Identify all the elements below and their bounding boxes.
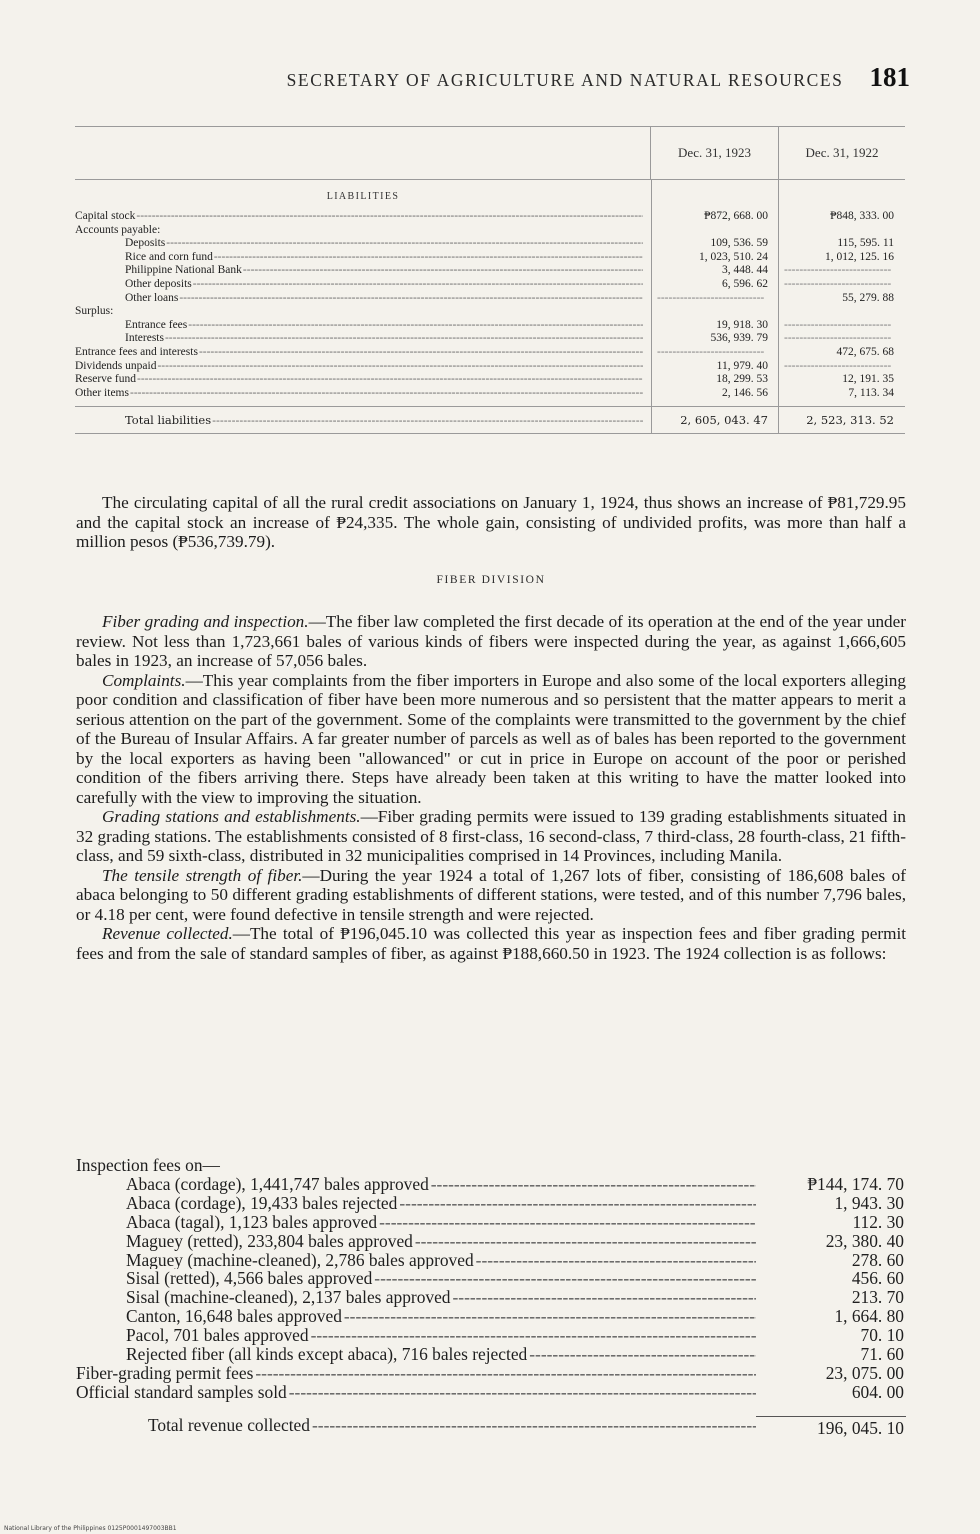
revenue-label-text: Canton, 16,648 bales approved: [126, 1307, 342, 1327]
leader-dots: [178, 292, 643, 306]
list-item: [76, 1156, 906, 1175]
revenue-label: [76, 1251, 756, 1270]
row-label: [75, 251, 651, 265]
revenue-label-text: Abaca (cordage), 19,433 bales rejected: [126, 1193, 398, 1213]
leader-dots: [165, 237, 643, 251]
row-label-text: Accounts payable:: [75, 223, 161, 236]
leader-dots: [527, 1345, 756, 1364]
circulating-capital-paragraph: [76, 493, 906, 552]
row-label: [75, 292, 651, 306]
leader-dots: [129, 387, 643, 401]
cell-1922: [778, 319, 904, 333]
cell-1923: 11, 979. 40: [716, 359, 768, 372]
leader-dots: ----------------------------------------------------------------------------------------------------- -----: [211, 414, 643, 428]
table-row: [75, 278, 905, 292]
list-item: [76, 1213, 906, 1232]
cell-1922: 115, 595. 11: [837, 237, 894, 250]
revenue-label: [76, 1364, 756, 1383]
paragraph-title: Revenue collected.: [102, 924, 233, 943]
row-label-text: Total liabilities: [125, 413, 212, 427]
row-label-text: Other deposits: [125, 277, 192, 290]
revenue-label: [76, 1213, 756, 1232]
leader-dots: [377, 1213, 756, 1232]
leader-dots: [413, 1232, 756, 1251]
revenue-label-text: Maguey (retted), 233,804 bales approved: [126, 1231, 413, 1251]
list-item: [76, 1194, 906, 1213]
total-liabilities-row: [75, 406, 905, 434]
table-row: [75, 224, 905, 238]
row-label: [75, 237, 651, 251]
list-item: [76, 1326, 906, 1345]
cell-1923: 1, 023, 510. 24: [699, 250, 768, 263]
table-row: [75, 332, 905, 346]
cell-1922: 7, 113. 34: [848, 386, 894, 399]
paragraph-stations: [76, 807, 906, 866]
row-label: [75, 210, 651, 224]
row-label: [75, 332, 651, 346]
column-header-1923: Dec. 31, 1923: [650, 127, 778, 179]
table-row: [75, 319, 905, 333]
paragraph-revenue: [76, 924, 906, 963]
table-row: [75, 251, 905, 265]
revenue-label-text: Rejected fiber (all kinds except abaca), 716 bales rejected: [126, 1345, 528, 1364]
table-row: [75, 387, 905, 401]
paragraph-text: —Fiber grading permits were issued to 139 grading establishments situated in 32 grading stations. The establishments consisted of 8 first-class, 16 second-class, 7 third-class, 28 fourth-class, 21 fifth-class, and 59 sixth-class, distributed in 32 municipalities comprised in 14 Provinces, including Manila.: [76, 807, 906, 865]
list-item: [76, 1307, 906, 1326]
revenue-label-text: Abaca (cordage), 1,441,747 bales approved: [126, 1174, 429, 1194]
leader-dots: [213, 251, 643, 265]
revenue-label-text: Total revenue collected: [148, 1415, 310, 1435]
cell-1923: 109, 536. 59: [710, 237, 768, 250]
section-heading-liabilities: LIABILITIES: [326, 191, 400, 203]
leader-dots: [429, 1175, 756, 1194]
paragraph-grading: [76, 612, 906, 671]
revenue-label: [76, 1307, 756, 1326]
revenue-amount: 1, 943. 30: [834, 1192, 904, 1213]
leader-dots: [287, 1383, 756, 1402]
cell-1922: 55, 279. 88: [842, 291, 894, 304]
row-label: [75, 305, 651, 319]
revenue-label-text: Maguey (machine-cleaned), 2,786 bales approved: [126, 1250, 474, 1270]
table-row: [75, 346, 905, 360]
cell-1923: 19, 918. 30: [716, 318, 768, 331]
leader-dots: [342, 1307, 756, 1326]
paragraph-text: —The total of ₱196,045.10 was collected this year as inspection fees and fiber grading permit fees and from the sale of standard samples of fiber, as against ₱188,660.50 in 1923. The 1924 collection is as follows:: [76, 924, 906, 963]
fiber-division-body: [76, 612, 906, 963]
list-item: [76, 1175, 906, 1194]
list-item: [76, 1345, 906, 1364]
paragraph-text: —During the year 1924 a total of 1,267 lots of fiber, consisting of 186,608 bales of abaca belonging to 50 different grading establishments of different stations, were tested, and of this number 7,796 bales, or 4.18 per cent, were found defective in tensile strength and were rejected.: [76, 865, 906, 924]
paragraph-title: The tensile strength of fiber.: [102, 865, 303, 885]
cell-1923: 536, 939. 79: [710, 332, 768, 345]
table-row: [75, 360, 905, 374]
cell-1922: 472, 675. 68: [836, 345, 894, 358]
paragraph-tensile: [76, 866, 906, 925]
revenue-total-amount: 196, 045. 10: [756, 1416, 906, 1438]
cell-1922: [778, 278, 904, 292]
cell-1922: 2, 523, 313. 52: [806, 412, 894, 427]
table-row: [75, 305, 905, 319]
list-item: [76, 1288, 906, 1307]
paragraph-title: Fiber grading and inspection.: [102, 612, 309, 631]
revenue-amount: 1, 664. 80: [834, 1306, 904, 1327]
row-label: [75, 319, 651, 333]
leader-dots: [136, 373, 643, 387]
leader-dots: [451, 1288, 756, 1307]
revenue-amount: [756, 1156, 906, 1175]
paragraph-complaints: [76, 671, 906, 808]
cell-1922: [778, 264, 904, 278]
cell-1923: 3, 448. 44: [722, 264, 768, 277]
leader-dots: [474, 1251, 756, 1270]
revenue-label-text: Fiber-grading permit fees: [76, 1363, 254, 1383]
list-item: [76, 1383, 906, 1402]
leader-dots: [187, 319, 643, 333]
row-label: [75, 360, 651, 374]
list-item: [76, 1232, 906, 1251]
revenue-label-text: Sisal (retted), 4,566 bales approved: [126, 1269, 373, 1289]
row-label-text: Dividends unpaid: [75, 359, 157, 372]
column-header-1922: Dec. 31, 1922: [778, 127, 905, 179]
cell-1922: 12, 191. 35: [842, 373, 894, 386]
cell-1923: [651, 224, 778, 238]
paragraph-text: —This year complaints from the fiber importers in Europe and also some of the local exporters alleging poor condition and classification of fiber have been more numerous and so persistent that the matter appears to merit a serious attention on the part of the government. Some of the complaints were transmitted to the government by the chief of the Bureau of Insular Affairs. A far greater number of parcels as well as of bales has been reported to the government by the local exporters as having been "allowanced" or cut in price in Europe on account of the poor or perished condition of the fibers arriving there. Steps have already been taken at this writing to have the matter looked into carefully with the view to improving the situation.: [76, 670, 906, 807]
table-row: [75, 264, 905, 278]
revenue-amount: 71. 60: [860, 1344, 904, 1365]
leader-dots: [198, 346, 643, 360]
table-row: [75, 292, 905, 306]
running-header: [110, 62, 910, 102]
leader-dots: [397, 1194, 756, 1213]
leader-dots: [192, 278, 643, 292]
revenue-list: [76, 1156, 906, 1438]
revenue-label-text: Inspection fees on—: [76, 1156, 220, 1175]
row-label-text: Reserve fund: [75, 373, 136, 386]
row-label: [75, 264, 651, 278]
cell-1922: [778, 224, 904, 238]
table-row: [75, 210, 905, 224]
leader-dots: [242, 264, 643, 278]
row-label-text: Philippine National Bank: [125, 264, 242, 277]
leader-dots: [372, 1269, 756, 1288]
leader-dots: [156, 360, 643, 374]
liabilities-table: [75, 126, 905, 434]
revenue-label: [76, 1288, 756, 1307]
revenue-label: [76, 1194, 756, 1213]
cell-1922: [778, 332, 904, 346]
fiber-division-heading: FIBER DIVISION: [436, 574, 546, 586]
revenue-label: [76, 1175, 756, 1194]
row-label-text: Deposits: [125, 237, 166, 250]
revenue-amount: 456. 60: [851, 1268, 904, 1289]
list-item: [76, 1251, 906, 1270]
revenue-amount: 70. 10: [860, 1325, 904, 1346]
leader-dots: [309, 1326, 756, 1345]
revenue-amount: 604. 00: [851, 1381, 904, 1402]
total-revenue-row: [76, 1416, 906, 1438]
leader-dots: [253, 1364, 756, 1383]
list-item: [76, 1269, 906, 1288]
table-row: [75, 237, 905, 251]
revenue-label-text: Official standard samples sold: [76, 1382, 287, 1402]
table-header-row: [75, 127, 905, 180]
row-label: [75, 224, 651, 238]
row-label-text: Surplus:: [75, 305, 114, 318]
list-item: [76, 1364, 906, 1383]
row-label: [75, 387, 651, 401]
cell-1922: [778, 305, 904, 319]
row-label: [75, 346, 651, 360]
revenue-amount: 23, 075. 00: [825, 1362, 904, 1383]
cell-1923: 18, 299. 53: [716, 373, 768, 386]
paragraph-text: —The fiber law completed the first decade of its operation at the end of the year under review. Not less than 1,723,661 bales of various kinds of fibers were inspected during the year, as against 1,666,605 bales in 1923, an increase of 57,056 bales.: [76, 612, 906, 670]
revenue-label: [76, 1383, 756, 1402]
row-label: [75, 373, 651, 387]
page-number: 181: [869, 62, 910, 92]
leader-dots: [310, 1416, 756, 1438]
revenue-label: [76, 1326, 756, 1345]
row-label-text: Rice and corn fund: [125, 250, 213, 263]
row-label-text: Interests: [125, 332, 164, 345]
table-row: [75, 373, 905, 387]
cell-1922: 1, 012, 125. 16: [825, 250, 894, 263]
row-label-text: Entrance fees: [125, 318, 188, 331]
revenue-amount: 278. 60: [851, 1249, 904, 1270]
revenue-amount: ₱144, 174. 70: [807, 1173, 904, 1194]
cell-1923: [651, 305, 778, 319]
row-label: [75, 278, 651, 292]
row-label: [75, 414, 651, 428]
cell-1923: ₱872, 668. 00: [704, 210, 768, 222]
paragraph-title: Grading stations and establishments.: [102, 807, 361, 826]
row-label-text: Capital stock: [75, 210, 136, 222]
revenue-amount: 23, 380. 40: [825, 1230, 904, 1251]
revenue-amount: 112. 30: [852, 1211, 904, 1232]
paragraph-text: The circulating capital of all the rural credit associations on January 1, 1924, thus shows an increase of ₱81,729.95 and the capital stock an increase of ₱24,335. The whole gain, consisting of undivided profits, was more than half a million pesos (₱536,739.79).: [76, 493, 906, 551]
cell-1923: [651, 346, 778, 360]
archive-stamp: National Library of the Philippines 0125P0001497003BB1: [4, 1525, 177, 1532]
revenue-label-text: Pacol, 701 bales approved: [126, 1326, 309, 1346]
cell-1922: [778, 360, 904, 374]
revenue-label: [76, 1156, 756, 1175]
row-label-text: Other loans: [125, 291, 179, 304]
revenue-label: [76, 1269, 756, 1288]
cell-1923: 2, 605, 043. 47: [680, 412, 768, 427]
running-title: SECRETARY OF AGRICULTURE AND NATURAL RESOURCES: [286, 70, 844, 90]
revenue-label-text: Abaca (tagal), 1,123 bales approved: [126, 1212, 378, 1232]
leader-dots: [135, 210, 643, 224]
revenue-label: [76, 1232, 756, 1251]
table-header-label-cell: [75, 127, 650, 179]
cell-1923: 2, 146. 56: [722, 386, 768, 399]
leader-dots: [164, 332, 643, 346]
row-label-text: Other items: [75, 386, 129, 399]
row-label-text: Entrance fees and interests: [75, 345, 198, 358]
cell-1923: 6, 596. 62: [722, 277, 768, 290]
cell-1923: [651, 292, 778, 306]
table-body: [75, 180, 905, 434]
revenue-label: [76, 1345, 756, 1364]
cell-1922: ₱848, 333. 00: [830, 210, 894, 222]
revenue-amount: 213. 70: [851, 1287, 904, 1308]
revenue-label: [76, 1416, 756, 1438]
paragraph-title: Complaints.: [102, 670, 186, 690]
revenue-label-text: Sisal (machine-cleaned), 2,137 bales approved: [126, 1288, 451, 1308]
